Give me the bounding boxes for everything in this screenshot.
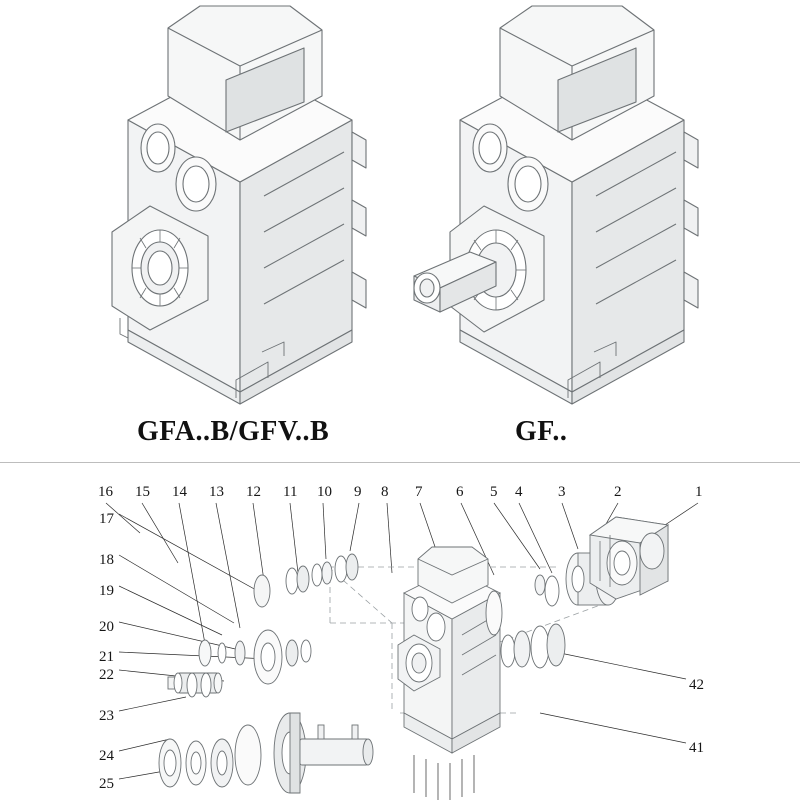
callout-11: 11 <box>283 484 298 500</box>
caption-right-model: GF.. <box>515 416 568 447</box>
callout-23: 23 <box>99 708 114 724</box>
callout-13: 13 <box>209 484 224 500</box>
exploded-view-section <box>0 463 800 800</box>
callout-18: 18 <box>99 552 114 568</box>
callout-41: 41 <box>689 740 704 756</box>
callout-7: 7 <box>415 484 423 500</box>
callout-24: 24 <box>99 748 114 764</box>
callout-19: 19 <box>99 583 114 599</box>
callout-9: 9 <box>354 484 362 500</box>
callout-25: 25 <box>99 776 114 792</box>
callout-1: 1 <box>695 484 703 500</box>
callout-14: 14 <box>172 484 187 500</box>
callout-42: 42 <box>689 677 704 693</box>
callout-20: 20 <box>99 619 114 635</box>
callout-17: 17 <box>99 511 114 527</box>
callout-21: 21 <box>99 649 114 665</box>
callout-2: 2 <box>614 484 622 500</box>
callout-6: 6 <box>456 484 464 500</box>
callout-5: 5 <box>490 484 498 500</box>
callout-3: 3 <box>558 484 566 500</box>
callout-22: 22 <box>99 667 114 683</box>
callout-8: 8 <box>381 484 389 500</box>
callout-15: 15 <box>135 484 150 500</box>
callout-10: 10 <box>317 484 332 500</box>
caption-left-model: GFA..B/GFV..B <box>137 416 330 447</box>
callout-12: 12 <box>246 484 261 500</box>
exploded-parts-art <box>0 463 800 800</box>
callout-16: 16 <box>98 484 113 500</box>
callout-4: 4 <box>515 484 523 500</box>
